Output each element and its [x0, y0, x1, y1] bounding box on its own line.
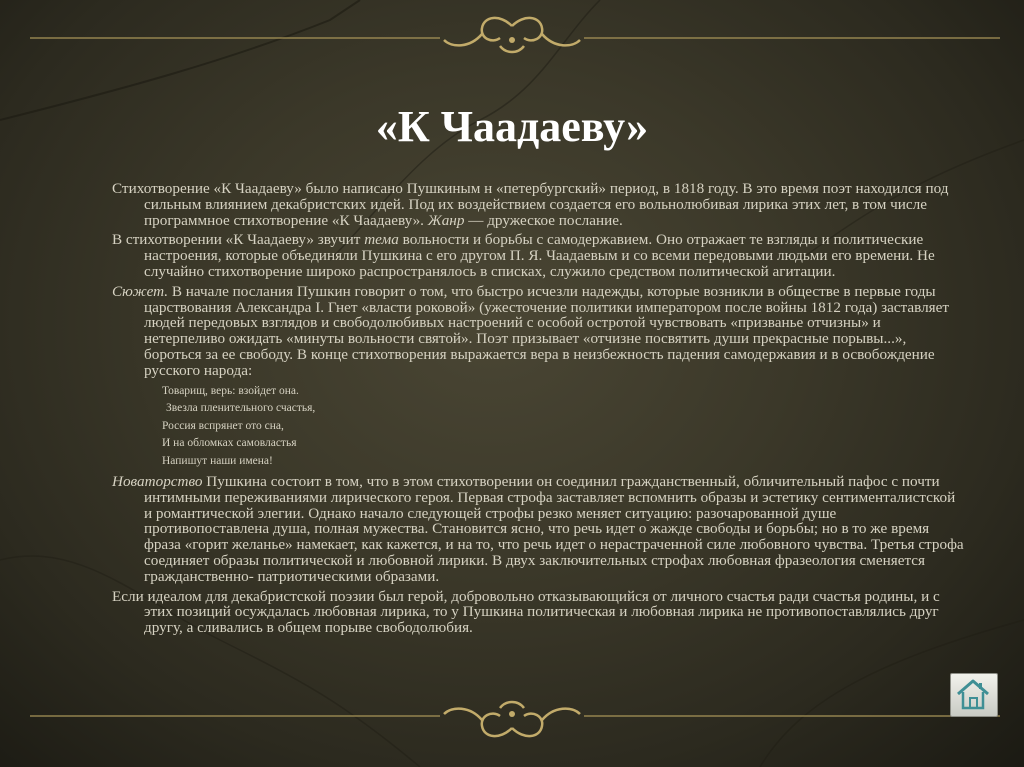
paragraph-3-em: Сюжет. — [112, 282, 169, 300]
verse-line: Звезла пленительного счастья, — [166, 402, 316, 415]
paragraph-5 — [112, 589, 964, 636]
paragraph-4-em: Новаторство — [112, 473, 203, 491]
verse-line: И на обломках самовластья — [162, 437, 297, 450]
bottom-ornament — [0, 690, 1024, 750]
paragraph-2 — [112, 232, 964, 279]
paragraph-2-em: тема — [364, 231, 399, 249]
paragraph-4-text: Пушкина состоит в том, что в этом стихотворении он соединил гражданственный, обличительный пафос с почти интимными переживаниями лирического героя. Первая строфа заставляет вспомнить образы и эстетику сентименталистской и романтической элегии. Однако начало следующей строфы резко меняет ситуацию: разочарованной душе противопоставлена душа, полная мужества. Становится ясно, что речь идет о жажде свободы и борьбы; но в то же время фраза «горит желанье» намекает, как кажется, и на то, что речь идет о нерастраченной силе любовного чувства. Третья строфа соединяет образы политической и любовной лирики. В двух заключительных строфах любовная фразеология сменяется гражданственно- патриотическими образами. — [144, 473, 964, 585]
paragraph-1-text-end: — дружеское послание. — [464, 211, 623, 229]
slide-body — [112, 181, 964, 640]
paragraph-1 — [112, 181, 964, 228]
verse-line: Россия вспрянет ото сна, — [162, 419, 284, 432]
home-button[interactable] — [950, 673, 998, 717]
verse-line: Товарищ, верь: взойдет она. — [162, 384, 299, 397]
paragraph-1-em: Жанр — [427, 211, 465, 229]
paragraph-5-text: Если идеалом для декабристской поэзии был герой, добровольно отказывающийся от личного счастья ради счастья родины, и с этих позиций осуждалась любовная лирика, то у Пушкина политическая и любовная лирика не противопоставлялись друг другу, а сливались в общем порыве свободолюбия. — [112, 587, 940, 637]
verse-line: Напишут наши имена! — [162, 454, 273, 467]
top-ornament — [0, 4, 1024, 64]
home-icon — [955, 677, 991, 711]
paragraph-3-text: В начале послания Пушкин говорит о том, что быстро исчезли надежды, которые возникли в обществе в первые годы царствования Александра I. Гнет «власти роковой» (ужесточение политики императором после войны 1812 года) заставляет людей передовых взглядов и свободолюбивых настроений с особой остротой чувствовать «призванье отчизны» и нетерпеливо ожидать «минуты вольности святой». Поэт призывает «отчизне посвятить души прекрасные порывы...», бороться за ее свободу. В конце стихотворения выражается вера в неизбежность падения самодержавия и в освобождение русского народа: — [144, 282, 950, 379]
paragraph-3 — [112, 284, 964, 379]
paragraph-2-text-end: вольности и борьбы с самодержавием. Оно отражает те взгляды и политические настроения, которые объединяли Пушкина с его другом П. Я. Чаадаевым и со всеми передовыми людьми его времени. Не случайно стихотворение широко распространялось в списках, служило средством политической агитации. — [144, 231, 935, 280]
paragraph-1-text: Стихотворение «К Чаадаеву» было написано Пушкиным н «петербургский» период, в 1818 году. В это время поэт находился под сильным влиянием декабристских идей. Под их воздействием создается его вольнолюбивая лирика этих лет, в том числе программное стихотворение «К Чаадаеву». — [112, 180, 949, 229]
paragraph-4 — [112, 474, 964, 585]
slide-title: «К Чаадаеву» — [375, 102, 649, 152]
poem-quote — [112, 383, 964, 471]
paragraph-2-text: В стихотворении «К Чаадаеву» звучит — [112, 231, 365, 249]
